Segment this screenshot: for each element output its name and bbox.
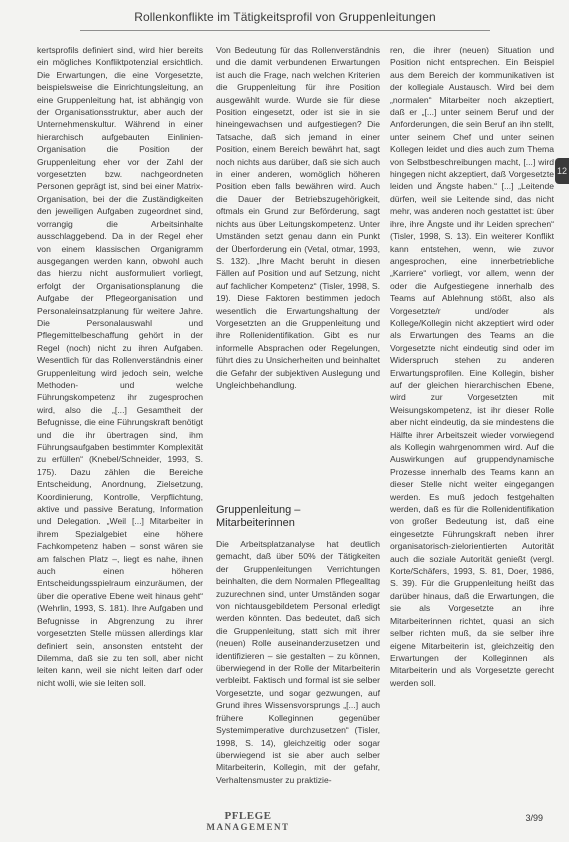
column-1-text: kertsprofils definiert sind, wird hier bereits ein mögliches Konfliktpotenzial ersichtlich. Die Erwartungen, die eine Vorgesetzte, beispielsweise die Einrichtungsleitung, an eine Gruppenleitung hat, ist abhängig von der Organisationsstruktur, aber auch der Unternehmenskultur. Während in einer hierarchisch aufgebauten Einlinien-Organisation die Position der Gruppenleitung eher vor der Zahl der vorgesetzten bzw. nachgeordneten Personen geprägt ist, sind bei einer Matrix-Organisation, bei der die Zuständigkeiten den jeweiligen Aufgaben zugeordnet sind, vorrangig die Arbeitsinhalte ausschlaggebend. Da in der Regel eher von einem klassischen Organigramm ausgegangen werden kann, obwohl auch das hierzu nicht ausformuliert vorliegt, erfolgt der Organisationsplanung die Aufgabe der Pflegeorganisation und Personaleinsatzplanung für weitere Jahre. Die Personalauswahl und Pflegemittelbeschaffung gehört in der Regel (noch) nicht zu ihren Aufgaben. Wesentlich für das Rollenverständnis einer Gruppenleitung wird jedoch sein, welche Methoden- und welche Führungskompetenz ihr zugesprochen wird, also die „[...] Gesamtheit der Befugnisse, die eine Führungskraft benötigt und die ihr übertragen sind, ihm Führungsaufgaben bestimmter Komplexität zu erfüllen“ (Knebel/Schneider, 1993, S. 175). Dazu zählen die Bereiche Entscheidung, Anordnung, Zielsetzung, Koordinierung, Kontrolle, Verpflichtung, aktive und passive Beratung, Information und Delegation. „Weil [...] Mitarbeiter in ihrem Spezialgebiet eine höhere Fachkompetenz haben – sonst wären sie am falschen Platz –, liegt es nahe, ihnen auch einen höheren Entscheidungsspielraum einzuräumen, der über die operative Ebene weit hinaus geht“ (Wehrlin, 1993, S. 181). Ihre Aufgaben und Befugnisse in Abgrenzung zu ihrer vorgesetzten Stelle müssen allerdings klar definiert sein, ansonsten entsteht der Dilemma, daß sie zu ten soll, aber nicht leiten kann, weil sie nicht leiten darf oder nicht wolli, wie sie leiten soll.: [37, 45, 203, 688]
column-3-text: ren, die ihrer (neuen) Situation und Position nicht entsprechen. Ein Beispiel aus dem Bereich der kommunikativen ist der kollegiale Austausch. Wird bei dem „normalen“ Mitarbeiter noch akzeptiert, daß er „[...] unter seinem Beruf und der Anforderungen, die sein Beruf an ihn stellt, unter seinem Chef und unter seinen Kollegen leidet und dies auch zum Thema von Selbstbeschreibungen macht, [...] wird hingegen nicht akzeptiert, daß Vorgesetzte leiden und Ängste haben.“ [...] „Leitende dürfen, weil sie Leitende sind, das nicht mehr, was anderen noch gestattet ist: über ihre, ihre Ängste und ihr Leiden sprechen“ (Tisler, 1998, S. 13). Ein weiterer Konflikt kann entstehen, wenn, wie zuvor angesprochen, eine innerbetriebliche „Karriere“ vorliegt, vor allem, wenn der oder die Aufgestiegene innerhalb des Teams auf Ablehnung stößt, also als Vorgesetzte/r und/oder als Kollege/Kollegin nicht akzeptiert wird oder als Erwartungen des Teams an die Vorgesetzte nicht eindeutig sind oder im Widerspruch stehen zu anderen Erwartungsprofilen. Eine Kollegin, bisher auf der gleichen hierarchischen Ebene, wird zur Vorgesetzten mit Weisungskompetenz, ist ihr dieser Rolle aber nicht eindeutig, da sie mindestens die Hälfte ihrer Arbeitszeit wieder vorwiegend als Kollegin wahrgenommen wird. Auf die Auswirkungen auf gruppendynamische Prozesse innerhalb des Teams kann an dieser Stelle nicht weiter eingegangen werden. Es muß jedoch festgehalten werden, daß es für die Rollenidentifikation von großer Bedeutung ist, daß eine eingesetzte Führungskraft neben ihrer organisatorisch-zielorientierten Autorität auch die soziale Autorität genießt (vergl. Korte/Schäfers, 1993, S. 81, Doer, 1986, S. 39). Für die Gruppenleitung heißt das darüber hinaus, daß die Erwartungen, die sie als Vorgesetzte an ihre Mitarbeiterinnen richtet, quasi an sich selber richten muß, da sie selber ihre eigene Mitarbeiterin ist, gleichzeitig den Erwartungen der Kolleginnen als Mitarbeiterin und als Vorgesetzte gerecht werden soll.: [390, 45, 554, 688]
header-title: Rollenkonflikte im Tätigkeitsprofil von Gruppenleitungen: [128, 10, 442, 24]
text-column-2: [216, 44, 380, 786]
logo-line-1: PFLEGE: [224, 810, 272, 822]
header-rule: [80, 30, 490, 31]
text-column-3: [390, 44, 554, 689]
column-2-text: Von Bedeutung für das Rollenverständnis und die damit verbundenen Erwartungen ist auch die Frage, nach welchen Kriterien die Gruppenleitung für ihre Position ausgewählt wurde. Wurde sie für diese Position eingesetzt, oder ist sie in sie hineingewachsen und aufgestiegen? Die Tatsache, daß sich jemand in einer Position, einem Bereich bewährt hat, sagt noch nichts aus darüber, daß sie sich auch in einer anderen, womöglich höheren Position eben falls bewähren wird. Auch die Dauer der Betriebszugehörigkeit, oftmals ein Grund zur Beförderung, sagt nichts aus über Leitungskompetenz. Unter Umständen setzt genau dann ein Punkt der Überforderung ein (Vetal, otmar, 1993, S. 132). „Ihre Macht beruht in diesen Fällen auf Position und auf Setzung, nicht auf fachlicher Kompetenz“ (Tisler, 1998, S. 19). Diese Faktoren bestimmen jedoch wesentlich die Erwartungshaltung der Vorgesetzten an die Gruppenleitung und ihre Rollenidentifikation. Gibt es nur informelle Absprachen oder Regelungen, führt dies zu Unsicherheiten und beinhaltet die Gefahr der subjektiven Auslegung und Ungleichbehandlung.: [216, 45, 380, 390]
page-number: 3/99: [525, 813, 543, 823]
logo-line-2: MANAGEMENT: [206, 822, 290, 832]
magazine-logo: [198, 811, 298, 833]
running-header: [20, 10, 550, 30]
text-column-1: [37, 44, 203, 689]
column-2-section-text: Die Arbeitsplatzanalyse hat deutlich gemacht, daß über 50% der Tätigkeiten der Gruppenleitungen Verrichtungen beinhalten, die dem Normalen Pflegealltag zuzurechnen sind, unter Umständen sogar von nichtausgebildetem Personal erledigt werden könnten. Das bedeutet, daß sich die Gruppenleitung, statt sich mit ihrer (neuen) Rolle auseinanderzusetzen und identifizieren – sie gestalten – zu können, überwiegend in der Rolle der Mitarbeiterin verbleibt. Faktisch und formal ist sie selber Vorgesetzte, und sogar gezwungen, auf Grund ihres Wissensvorsprungs „[...] auch frühere Kolleginnen gegenüber Systemimperative durchzusetzen“ (Tisler, 1998, S. 14), gleichzeitig oder sogar überwiegend ist sie aber auch selber Mitarbeiterin, Kollegin, mit der gefahr, Verhaltensmuster zu praktizie-: [216, 539, 380, 785]
section-heading: Gruppenleitung – Mitarbeiterinnen: [216, 504, 301, 529]
page-edge-tab: 12: [555, 158, 569, 184]
